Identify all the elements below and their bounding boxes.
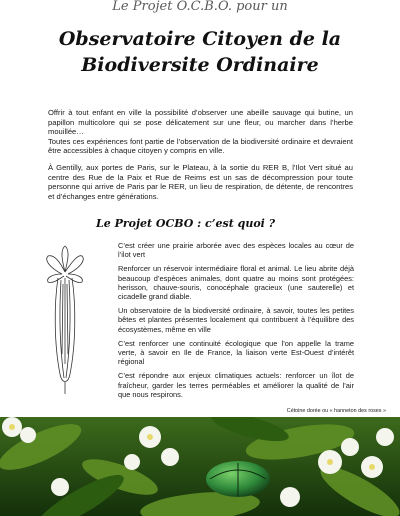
point-1: C’est créer une prairie arborée avec des espèces locales au cœur de l’ilot vert	[118, 241, 354, 260]
section-heading: Le Projet OCBO : c’est quoi ?	[96, 217, 276, 230]
intro-paragraph-2: Toutes ces expériences font partie de l’observation de la biodiversité ordinaire et devraient être accessibles à chaque citoyen y compris en ville.	[48, 136, 353, 156]
flower-illustration	[40, 244, 90, 394]
point-5: C’est répondre aux enjeux climatiques actuels: renforcer un îlot de fraîcheur, garder les terres perméables et améliorer la qualité de l’air que nous respirons.	[118, 371, 354, 399]
photo-illustration	[0, 417, 400, 516]
kicker-title: Le Projet O.C.B.O. pour un	[112, 0, 288, 14]
intro-text	[48, 108, 353, 208]
page-title	[0, 26, 400, 78]
point-3: Un observatoire de la biodiversité ordinaire, à savoir, toutes les petites bêtes et plantes présentes localement qui contribuent à l’équilibre des écosystèmes, même en ville	[118, 306, 354, 334]
title-line-2: Biodiversite Ordinaire	[81, 54, 319, 76]
beetle-photo	[0, 417, 400, 516]
intro-paragraph-3: À Gentilly, aux portes de Paris, sur le Plateau, à la sortie du RER B, l’Ilot Vert situé au centre des Rue de la Paix et Rue de Reims est un sas de décompression pour toute personne qui arrive de Paris par le RER, un lieu de respiration, de détente, de rencontres et d’échanges entre générations.	[48, 162, 353, 201]
photo-caption: Cétoine dorée ou « hanneton des roses »	[286, 408, 386, 414]
point-2: Renforcer un réservoir intermédiaire floral et animal. Le lieu abrite déjà beaucoup d’espèces animales, dont quatre au moins sont protégées: herisson, chauve-souris, conocéphale gracieux (une sauterelle) et cicadelle grand diable.	[118, 264, 354, 302]
point-4: C’est renforcer une continuité écologique que l’on appelle la trame verte, à savoir en Ile de France, la liaison verte Est-Ouest d’intérêt régional	[118, 338, 354, 367]
title-line-1: Observatoire Citoyen de la	[58, 28, 342, 50]
section-points	[118, 241, 354, 404]
intro-paragraph-1: Offrir à tout enfant en ville la possibilité d’observer une abeille sauvage qui butine, un papillon multicolore qui se pose délicatement sur une fleur, ou marcher dans l’herbe mouillée…	[48, 108, 353, 137]
